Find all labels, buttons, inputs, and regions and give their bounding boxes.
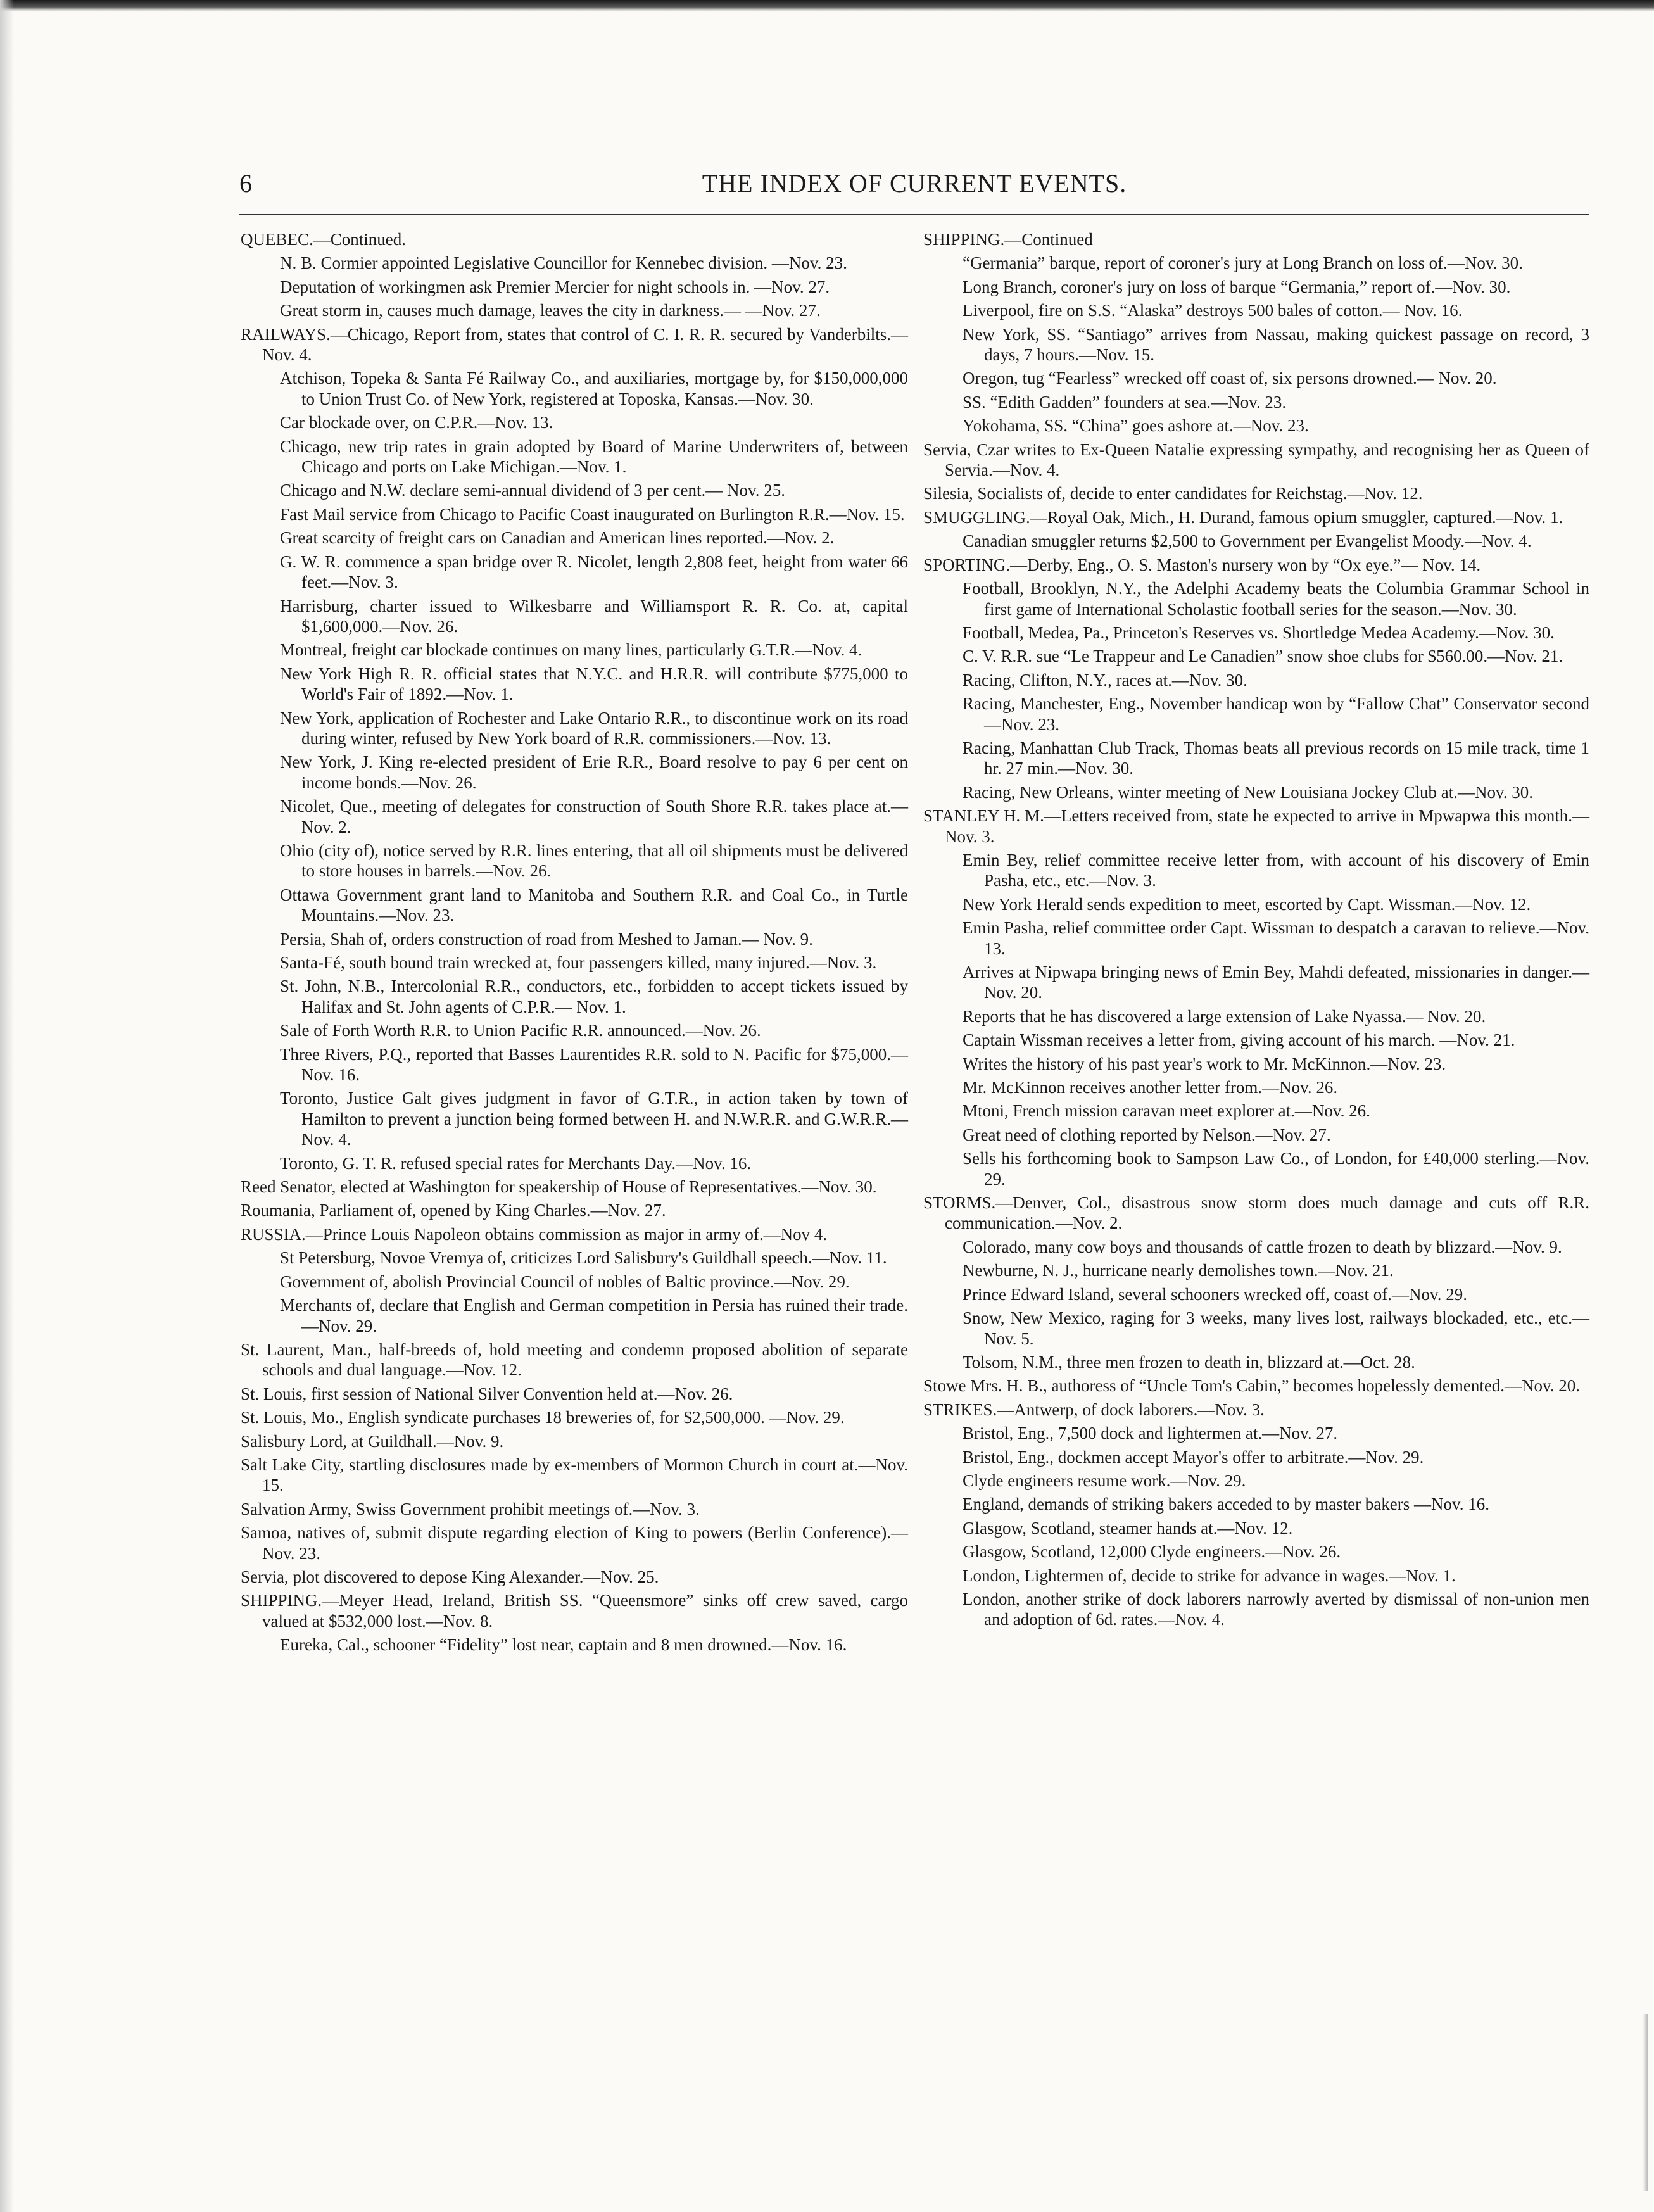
index-heading-entry: STORMS.—Denver, Col., disastrous snow storm does much damage and cuts off R.R. communication.—Nov. 2. [923, 1193, 1589, 1233]
index-sub-entry: “Germania” barque, report of coroner's jury at Long Branch on loss of.—Nov. 30. [963, 253, 1523, 273]
index-sub-entry: Football, Brooklyn, N.Y., the Adelphi Academy beats the Columbia Grammar School in first game of International Scholastic football series for the season.—Nov. 30. [963, 579, 1589, 619]
index-sub-entry: Racing, Clifton, N.Y., races at.—Nov. 30. [963, 670, 1247, 690]
index-heading-entry: Samoa, natives of, submit dispute regarding election of King to powers (Berlin Conference).—Nov. 23. [241, 1523, 908, 1563]
index-sub-entry: Reports that he has discovered a large extension of Lake Nyassa.— Nov. 20. [963, 1006, 1486, 1026]
index-heading-entry: STRIKES.—Antwerp, of dock laborers.—Nov. 3. [923, 1400, 1265, 1419]
index-sub-entry: N. B. Cormier appointed Legislative Councillor for Kennebec division. —Nov. 23. [280, 253, 847, 273]
index-sub-entry: Bristol, Eng., 7,500 dock and lightermen at.—Nov. 27. [963, 1424, 1338, 1443]
index-sub-entry: Writes the history of his past year's work to Mr. McKinnon.—Nov. 23. [963, 1054, 1446, 1073]
header-rule [239, 214, 1589, 215]
index-heading-entry: RUSSIA.—Prince Louis Napoleon obtains commission as major in army of.—Nov 4. [241, 1224, 828, 1244]
index-sub-entry: Government of, abolish Provincial Council of nobles of Baltic province.—Nov. 29. [280, 1272, 850, 1291]
index-sub-entry: Mtoni, French mission caravan meet explorer at.—Nov. 26. [963, 1101, 1370, 1121]
page-header [239, 166, 1589, 204]
index-sub-entry: New York, J. King re-elected president of Erie R.R., Board resolve to pay 6 per cent on income bonds.—Nov. 26. [280, 752, 908, 792]
index-sub-entry: Atchison, Topeka & Santa Fé Railway Co., and auxiliaries, mortgage by, for $150,000,000 to Union Trust Co. of New York, registered at Toposka, Kansas.—Nov. 30. [280, 369, 908, 408]
index-heading-entry: SHIPPING.—Meyer Head, Ireland, British SS. “Queensmore” sinks off crew saved, cargo valued at $532,000 lost.—Nov. 8. [241, 1591, 908, 1631]
index-sub-entry: Great need of clothing reported by Nelson.—Nov. 27. [963, 1125, 1331, 1144]
scan-right-edge [1643, 2014, 1648, 2191]
index-sub-entry: Sale of Forth Worth R.R. to Union Pacific R.R. announced.—Nov. 26. [280, 1021, 761, 1040]
index-sub-entry: Yokohama, SS. “China” goes ashore at.—Nov. 23. [963, 416, 1309, 436]
index-sub-entry: Racing, Manchester, Eng., November handicap won by “Fallow Chat” Conservator second —Nov. 23. [963, 694, 1589, 734]
index-sub-entry: Fast Mail service from Chicago to Pacific Coast inaugurated on Burlington R.R.—Nov. 15. [280, 504, 905, 524]
index-sub-entry: St. John, N.B., Intercolonial R.R., conductors, etc., forbidden to accept tickets issued by Halifax and St. John agents of C.P.R.— Nov. 1. [280, 976, 908, 1016]
index-sub-entry: Sells his forthcoming book to Sampson Law Co., of London, for £40,000 sterling.—Nov. 29. [963, 1149, 1589, 1189]
index-sub-entry: Eureka, Cal., schooner “Fidelity” lost near, captain and 8 men drowned.—Nov. 16. [280, 1635, 847, 1655]
index-sub-entry: G. W. R. commence a span bridge over R. Nicolet, length 2,808 feet, height from water 66 feet.—Nov. 3. [280, 552, 908, 592]
index-sub-entry: New York High R. R. official states that N.Y.C. and H.R.R. will contribute $775,000 to World's Fair of 1892.—Nov. 1. [280, 664, 908, 704]
index-sub-entry: Emin Pasha, relief committee order Capt. Wissman to despatch a caravan to relieve.—Nov. 13. [963, 918, 1589, 958]
index-sub-entry: Liverpool, fire on S.S. “Alaska” destroys 500 bales of cotton.— Nov. 16. [963, 301, 1463, 320]
index-sub-entry: Three Rivers, P.Q., reported that Basses Laurentides R.R. sold to N. Pacific for $75,000.—Nov. 16. [280, 1044, 908, 1085]
index-sub-entry: Racing, Manhattan Club Track, Thomas beats all previous records on 15 mile track, time 1 hr. 27 min.—Nov. 30. [963, 738, 1589, 778]
index-sub-entry: Colorado, many cow boys and thousands of cattle frozen to death by blizzard.—Nov. 9. [963, 1237, 1562, 1256]
left-column [241, 229, 908, 1659]
index-sub-entry: Chicago and N.W. declare semi-annual dividend of 3 per cent.— Nov. 25. [280, 481, 786, 500]
index-heading-entry: Servia, Czar writes to Ex-Queen Natalie expressing sympathy, and recognising her as Queen of Servia.—Nov. 4. [923, 439, 1589, 480]
page-number: 6 [239, 169, 252, 198]
index-heading-entry: QUEBEC.—Continued. [241, 230, 406, 249]
index-sub-entry: New York Herald sends expedition to meet, escorted by Capt. Wissman.—Nov. 12. [963, 894, 1531, 914]
index-heading-entry: SMUGGLING.—Royal Oak, Mich., H. Durand, famous opium smuggler, captured.—Nov. 1. [923, 507, 1563, 527]
index-sub-entry: Bristol, Eng., dockmen accept Mayor's offer to arbitrate.—Nov. 29. [963, 1447, 1424, 1467]
index-heading-entry: St. Laurent, Man., half-breeds of, hold meeting and condemn proposed abolition of separate schools and dual language.—Nov. 12. [241, 1339, 908, 1380]
index-sub-entry: Clyde engineers resume work.—Nov. 29. [963, 1470, 1246, 1490]
index-sub-entry: Santa-Fé, south bound train wrecked at, four passengers killed, many injured.—Nov. 3. [280, 953, 877, 972]
index-sub-entry: Canadian smuggler returns $2,500 to Government per Evangelist Moody.—Nov. 4. [963, 531, 1532, 551]
index-sub-entry: SS. “Edith Gadden” founders at sea.—Nov. 23. [963, 392, 1287, 412]
index-sub-entry: New York, SS. “Santiago” arrives from Nassau, making quickest passage on record, 3 days, 7 hours.—Nov. 15. [963, 324, 1589, 365]
index-sub-entry: Mr. McKinnon receives another letter from.—Nov. 26. [963, 1078, 1338, 1097]
index-sub-entry: London, Lightermen of, decide to strike for advance in wages.—Nov. 1. [963, 1565, 1456, 1585]
index-sub-entry: Newburne, N. J., hurricane nearly demolishes town.—Nov. 21. [963, 1261, 1394, 1280]
index-heading-entry: Salisbury Lord, at Guildhall.—Nov. 9. [241, 1431, 504, 1451]
index-heading-entry: Stowe Mrs. H. B., authoress of “Uncle Tom's Cabin,” becomes hopelessly demented.—Nov. 20. [923, 1376, 1581, 1396]
index-sub-entry: Deputation of workingmen ask Premier Mercier for night schools in. —Nov. 27. [280, 277, 830, 296]
index-sub-entry: Long Branch, coroner's jury on loss of barque “Germania,” report of.—Nov. 30. [963, 277, 1511, 296]
index-sub-entry: Car blockade over, on C.P.R.—Nov. 13. [280, 413, 553, 433]
index-sub-entry: Great storm in, causes much damage, leaves the city in darkness.— —Nov. 27. [280, 301, 821, 320]
index-heading-entry: Reed Senator, elected at Washington for speakership of House of Representatives.—Nov. 30. [241, 1177, 877, 1197]
index-sub-entry: Snow, New Mexico, raging for 3 weeks, many lives lost, railways blockaded, etc., etc.—Nov. 5. [963, 1308, 1589, 1348]
index-sub-entry: Merchants of, declare that English and German competition in Persia has ruined their trade.—Nov. 29. [280, 1296, 908, 1336]
index-heading-entry: Silesia, Socialists of, decide to enter candidates for Reichstag.—Nov. 12. [923, 484, 1423, 503]
index-sub-entry: Toronto, Justice Galt gives judgment in favor of G.T.R., in action taken by town of Hamilton to prevent a junction being formed between H. and N.W.R.R. and G.W.R.R.—Nov. 4. [280, 1089, 908, 1149]
index-sub-entry: Captain Wissman receives a letter from, giving account of his march. —Nov. 21. [963, 1030, 1515, 1050]
index-heading-entry: St. Louis, first session of National Silver Convention held at.—Nov. 26. [241, 1384, 733, 1403]
index-heading-entry: St. Louis, Mo., English syndicate purchases 18 breweries of, for $2,500,000. —Nov. 29. [241, 1408, 845, 1427]
index-sub-entry: Ohio (city of), notice served by R.R. lines entering, that all oil shipments must be delivered to store houses in barrels.—Nov. 26. [280, 840, 908, 881]
index-sub-entry: Football, Medea, Pa., Princeton's Reserves vs. Shortledge Medea Academy.—Nov. 30. [963, 623, 1555, 642]
index-sub-entry: Glasgow, Scotland, steamer hands at.—Nov. 12. [963, 1518, 1293, 1538]
index-sub-entry: Harrisburg, charter issued to Wilkesbarre and Williamsport R. R. Co. at, capital $1,600,000.—Nov. 26. [280, 596, 908, 636]
index-sub-entry: Great scarcity of freight cars on Canadian and American lines reported.—Nov. 2. [280, 528, 835, 548]
index-sub-entry: Montreal, freight car blockade continues on many lines, particularly G.T.R.—Nov. 4. [280, 640, 862, 660]
index-sub-entry: Oregon, tug “Fearless” wrecked off coast of, six persons drowned.— Nov. 20. [963, 369, 1497, 388]
index-sub-entry: Tolsom, N.M., three men frozen to death in, blizzard at.—Oct. 28. [963, 1352, 1415, 1372]
running-title: THE INDEX OF CURRENT EVENTS. [702, 169, 1127, 198]
index-sub-entry: Nicolet, Que., meeting of delegates for construction of South Shore R.R. takes place at.—Nov. 2. [280, 797, 908, 837]
index-sub-entry: Racing, New Orleans, winter meeting of New Louisiana Jockey Club at.—Nov. 30. [963, 782, 1534, 802]
index-sub-entry: C. V. R.R. sue “Le Trappeur and Le Canadien” snow shoe clubs for $560.00.—Nov. 21. [963, 647, 1563, 666]
index-sub-entry: Emin Bey, relief committee receive letter from, with account of his discovery of Emin Pasha, etc., etc.—Nov. 3. [963, 850, 1589, 890]
index-heading-entry: Salvation Army, Swiss Government prohibit meetings of.—Nov. 3. [241, 1499, 700, 1519]
right-column [923, 229, 1589, 1633]
index-sub-entry: Prince Edward Island, several schooners wrecked off, coast of.—Nov. 29. [963, 1284, 1468, 1304]
index-sub-entry: Glasgow, Scotland, 12,000 Clyde engineers.—Nov. 26. [963, 1542, 1341, 1562]
index-heading-entry: SHIPPING.—Continued [923, 230, 1093, 249]
index-heading-entry: Salt Lake City, startling disclosures made by ex-members of Mormon Church in court at.—Nov. 15. [241, 1455, 908, 1495]
index-sub-entry: Persia, Shah of, orders construction of road from Meshed to Jaman.— Nov. 9. [280, 929, 813, 949]
index-sub-entry: Chicago, new trip rates in grain adopted by Board of Marine Underwriters of, between Chicago and ports on Lake Michigan.—Nov. 1. [280, 436, 908, 477]
index-sub-entry: London, another strike of dock laborers narrowly averted by dismissal of non-union men and adoption of 6d. rates.—Nov. 4. [963, 1589, 1589, 1629]
index-heading-entry: Roumania, Parliament of, opened by King Charles.—Nov. 27. [241, 1201, 666, 1220]
index-heading-entry: SPORTING.—Derby, Eng., O. S. Maston's nursery won by “Ox eye.”— Nov. 14. [923, 555, 1481, 574]
index-sub-entry: New York, application of Rochester and Lake Ontario R.R., to discontinue work on its road during winter, refused by New York board of R.R. commissioners.—Nov. 13. [280, 708, 908, 748]
index-sub-entry: Toronto, G. T. R. refused special rates for Merchants Day.—Nov. 16. [280, 1153, 752, 1173]
index-sub-entry: Ottawa Government grant land to Manitoba and Southern R.R. and Coal Co., in Turtle Mountains.—Nov. 23. [280, 885, 908, 925]
index-heading-entry: RAILWAYS.—Chicago, Report from, states that control of C. I. R. R. secured by Vanderbilts.—Nov. 4. [241, 324, 908, 365]
index-sub-entry: St Petersburg, Novoe Vremya of, criticizes Lord Salisbury's Guildhall speech.—Nov. 11. [280, 1248, 887, 1268]
index-sub-entry: England, demands of striking bakers acceded to by master bakers —Nov. 16. [963, 1495, 1490, 1514]
index-heading-entry: Servia, plot discovered to depose King Alexander.—Nov. 25. [241, 1567, 659, 1586]
index-sub-entry: Arrives at Nipwapa bringing news of Emin Bey, Mahdi defeated, missionaries in danger.—Nov. 20. [963, 963, 1589, 1002]
scan-top-border [0, 0, 1654, 11]
scan-left-edge [0, 0, 14, 2212]
index-heading-entry: STANLEY H. M.—Letters received from, state he expected to arrive in Mpwapwa this month.—Nov. 3. [923, 806, 1589, 846]
